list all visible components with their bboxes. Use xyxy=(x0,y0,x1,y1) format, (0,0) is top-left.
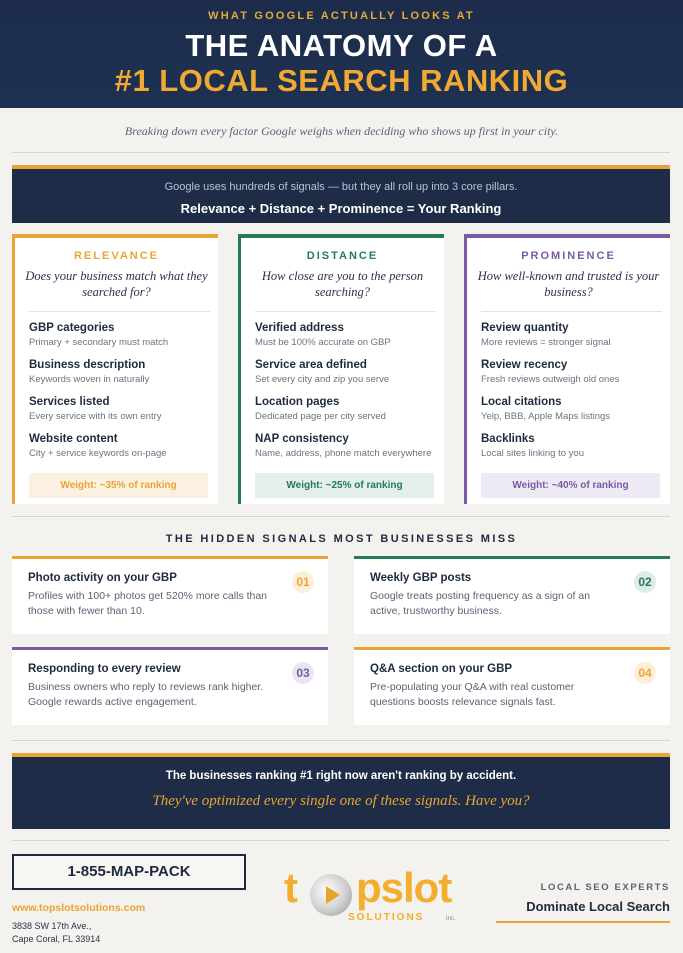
logo-inc: Inc. xyxy=(446,916,456,922)
factor-desc: Dedicated page per city served xyxy=(255,411,386,422)
website-link[interactable]: www.topslotsolutions.com xyxy=(12,902,146,914)
signal-desc: Google treats posting frequency as a sign of an active, trustworthy business. xyxy=(370,590,591,617)
signal-card xyxy=(354,647,670,725)
page-subtitle: Breaking down every factor Google weighs when deciding who shows up first in your city. xyxy=(124,124,559,138)
factor-desc: Must be 100% accurate on GBP xyxy=(255,337,391,348)
logo-text-start: t xyxy=(284,864,297,911)
factor-desc: More reviews = stronger signal xyxy=(481,337,611,348)
footer-slogan: Dominate Local Search xyxy=(526,899,670,914)
pillars-banner-formula: Relevance + Distance + Prominence = Your Ranking xyxy=(180,201,502,216)
factor-title: Location pages xyxy=(255,396,340,408)
signal-desc: Profiles with 100+ photos get 520% more calls than those with fewer than 10. xyxy=(28,590,268,617)
signal-title: Q&A section on your GBP xyxy=(370,663,513,675)
signal-title: Responding to every review xyxy=(28,663,181,675)
pillar-card-relevance xyxy=(12,234,218,504)
page-title-line1: THE ANATOMY OF A xyxy=(185,28,498,63)
factor-title: Services listed xyxy=(29,396,110,408)
pillar-weight-badge: Weight: ~40% of ranking xyxy=(481,473,660,498)
pillar-factor xyxy=(481,396,666,422)
pillar-factor xyxy=(255,396,440,422)
factor-desc: City + service keywords on-page xyxy=(29,448,167,459)
factor-title: Verified address xyxy=(255,322,344,334)
factor-title: Service area defined xyxy=(255,359,367,371)
pillar-divider xyxy=(255,311,436,312)
divider xyxy=(12,152,670,153)
pillar-weight-badge: Weight: ~25% of ranking xyxy=(255,473,434,498)
pillar-factor xyxy=(29,359,214,385)
pillar-factor xyxy=(29,433,214,459)
factor-desc: Every service with its own entry xyxy=(29,411,162,422)
header-kicker: WHAT GOOGLE ACTUALLY LOOKS AT xyxy=(208,10,475,22)
divider xyxy=(12,740,670,741)
divider xyxy=(12,516,670,517)
address xyxy=(12,920,100,946)
pillar-divider xyxy=(29,311,210,312)
cta-statement: The businesses ranking #1 right now aren't ranking by accident. xyxy=(165,770,517,782)
pillar-factor xyxy=(255,322,440,348)
signal-number-badge: 04 xyxy=(634,662,656,684)
factor-title: Website content xyxy=(29,433,118,445)
signal-title: Photo activity on your GBP xyxy=(28,572,177,584)
logo-subtext: SOLUTIONS xyxy=(348,912,425,923)
factor-desc: Fresh reviews outweigh old ones xyxy=(481,374,620,385)
factor-title: Review quantity xyxy=(481,322,569,334)
logo-text-end: pslot xyxy=(356,864,452,911)
pillar-card-distance xyxy=(238,234,444,504)
pillar-question: Does your business match what they searched for? xyxy=(25,269,208,299)
factor-desc: Primary + secondary must match xyxy=(29,337,169,348)
signal-desc: Business owners who reply to reviews rank higher. Google rewards active engagement. xyxy=(28,681,264,708)
factor-desc: Name, address, phone match everywhere xyxy=(255,448,432,459)
factor-desc: Keywords woven in naturally xyxy=(29,374,150,385)
factor-desc: Local sites linking to you xyxy=(481,448,584,459)
pillar-title: DISTANCE xyxy=(306,250,379,262)
pillar-card-prominence xyxy=(464,234,670,504)
divider xyxy=(12,840,670,841)
signal-number-badge: 03 xyxy=(292,662,314,684)
company-logo xyxy=(284,864,470,928)
address-line: 3838 SW 17th Ave., xyxy=(12,921,92,931)
factor-title: Business description xyxy=(29,359,146,371)
play-icon xyxy=(310,874,352,916)
pillar-factor xyxy=(29,396,214,422)
pillar-factor xyxy=(481,322,666,348)
factor-title: Local citations xyxy=(481,396,562,408)
pillar-weight-badge: Weight: ~35% of ranking xyxy=(29,473,208,498)
section-title: THE HIDDEN SIGNALS MOST BUSINESSES MISS xyxy=(165,533,518,545)
factor-title: NAP consistency xyxy=(255,433,349,445)
address-line: Cape Coral, FL 33914 xyxy=(12,934,101,944)
pillar-factor xyxy=(29,322,214,348)
signal-card xyxy=(12,647,328,725)
factor-desc: Yelp, BBB, Apple Maps listings xyxy=(481,411,611,422)
signal-number-badge: 01 xyxy=(292,571,314,593)
signal-card xyxy=(354,556,670,634)
signal-desc: Pre-populating your Q&A with real customer questions boosts relevance signals fast. xyxy=(370,681,575,708)
phone-number-box[interactable]: 1-855-MAP-PACK xyxy=(12,854,246,890)
pillar-question: How well-known and trusted is your business? xyxy=(477,269,660,299)
logo-play-orb-icon xyxy=(310,874,352,916)
pillars-banner xyxy=(12,165,670,223)
signal-number-badge: 02 xyxy=(634,571,656,593)
footer-kicker: LOCAL SEO EXPERTS xyxy=(540,882,670,893)
factor-title: Backlinks xyxy=(481,433,535,445)
pillar-title: RELEVANCE xyxy=(73,250,160,262)
pillar-factor xyxy=(481,359,666,385)
page-title-line2: #1 LOCAL SEARCH RANKING xyxy=(114,63,569,98)
pillars-banner-intro: Google uses hundreds of signals — but they all roll up into 3 core pillars. xyxy=(164,181,518,193)
cta-question: They've optimized every single one of these signals. Have you? xyxy=(152,793,530,809)
header-banner xyxy=(0,0,683,108)
pillar-factor xyxy=(255,359,440,385)
pillar-question: How close are you to the person searching? xyxy=(261,269,424,299)
pillar-factor xyxy=(255,433,440,459)
pillar-factor xyxy=(481,433,666,459)
pillar-title: PROMINENCE xyxy=(521,250,616,262)
slogan-underline xyxy=(496,921,670,923)
factor-title: Review recency xyxy=(481,359,568,371)
pillar-divider xyxy=(481,311,662,312)
factor-desc: Set every city and zip you serve xyxy=(255,374,390,385)
factor-title: GBP categories xyxy=(29,322,115,334)
cta-banner xyxy=(12,753,670,829)
signal-card xyxy=(12,556,328,634)
signal-title: Weekly GBP posts xyxy=(370,572,472,584)
